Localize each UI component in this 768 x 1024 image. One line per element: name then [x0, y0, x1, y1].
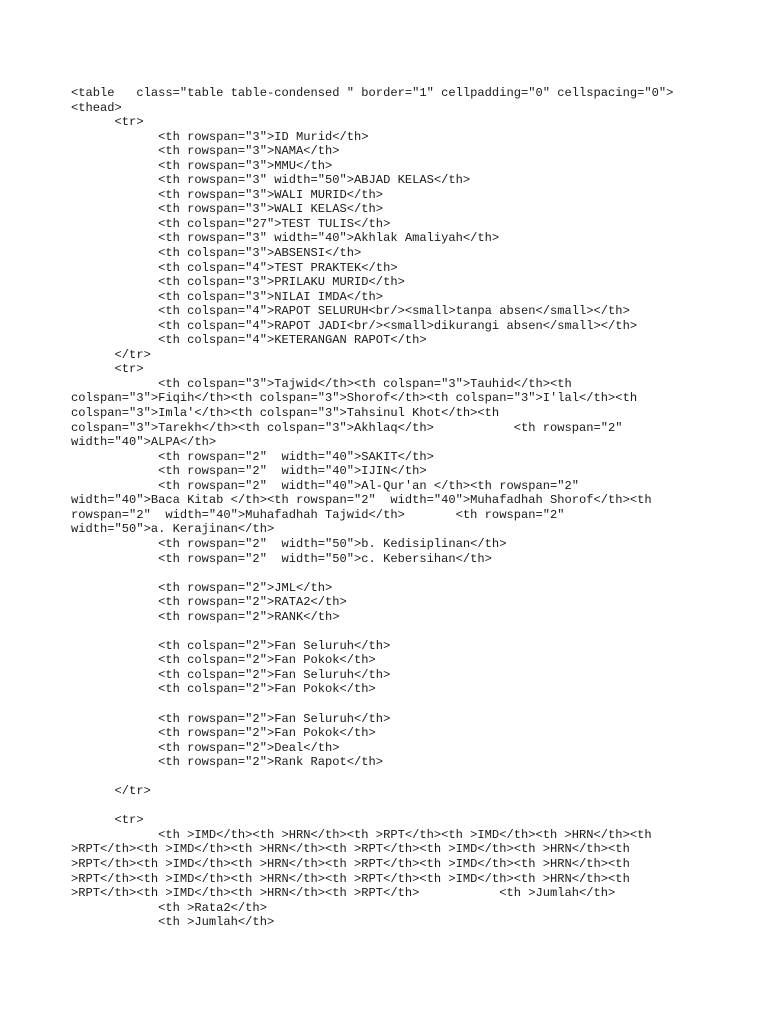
- code-line: >RPT</th><th >IMD</th><th >HRN</th><th >RPT</th><th >IMD</th><th >HRN</th><th: [71, 842, 630, 857]
- code-line: <th colspan="3">PRILAKU MURID</th>: [71, 275, 405, 290]
- code-line: >RPT</th><th >IMD</th><th >HRN</th><th >RPT</th><th >IMD</th><th >HRN</th><th: [71, 856, 630, 871]
- code-line: <th rowspan="2">RANK</th>: [71, 609, 340, 624]
- code-line: <th rowspan="3">WALI KELAS</th>: [71, 202, 384, 217]
- code-line: <tr>: [71, 362, 144, 377]
- code-line: width="50">a. Kerajinan</th>: [71, 522, 275, 537]
- code-line: colspan="3">Tarekh</th><th colspan="3">Akhlaq</th> <th rowspan="2": [71, 420, 623, 435]
- code-line: <th rowspan="2">JML</th>: [71, 580, 333, 595]
- code-line: <th colspan="3">ABSENSI</th>: [71, 246, 362, 261]
- code-line: <tr>: [71, 813, 144, 828]
- code-line: </tr>: [71, 784, 151, 799]
- code-line: rowspan="2" width="40">Muhafadhah Tajwid</th> <th rowspan="2": [71, 507, 565, 522]
- code-line: width="40">Baca Kitab </th><th rowspan="2" width="40">Muhafadhah Shorof</th><th: [71, 493, 652, 508]
- code-line: [71, 697, 673, 712]
- code-line: <th colspan="4">TEST PRAKTEK</th>: [71, 260, 398, 275]
- code-line: <th rowspan="3">NAMA</th>: [71, 144, 340, 159]
- code-line: <th colspan="2">Fan Seluruh</th>: [71, 667, 391, 682]
- code-line: [71, 770, 673, 785]
- code-line: <th rowspan="3">ID Murid</th>: [71, 129, 369, 144]
- code-line: <th rowspan="3">WALI MURID</th>: [71, 187, 384, 202]
- code-line: <th colspan="3">Tajwid</th><th colspan="3">Tauhid</th><th: [71, 376, 572, 391]
- code-line: <th rowspan="2">RATA2</th>: [71, 595, 347, 610]
- code-line: <th rowspan="2" width="40">Al-Qur'an </th><th rowspan="2": [71, 478, 580, 493]
- code-line: <th rowspan="2" width="40">SAKIT</th>: [71, 449, 434, 464]
- code-line: [71, 624, 673, 639]
- code-line: <th >IMD</th><th >HRN</th><th >RPT</th><th >IMD</th><th >HRN</th><th: [71, 827, 652, 842]
- code-line: <th colspan="4">RAPOT SELURUH<br/><small>tanpa absen</small></th>: [71, 304, 630, 319]
- code-line: <th rowspan="2" width="50">b. Kedisiplinan</th>: [71, 536, 507, 551]
- code-line: <table class="table table-condensed " border="1" cellpadding="0" cellspacing="0">: [71, 86, 674, 100]
- code-line: <th colspan="2">Fan Seluruh</th>: [71, 638, 391, 653]
- code-line: <th rowspan="2">Deal</th>: [71, 740, 340, 755]
- code-line: <th rowspan="2">Fan Pokok</th>: [71, 726, 376, 741]
- code-line: <th rowspan="2">Fan Seluruh</th>: [71, 711, 391, 726]
- code-line: <th colspan="27">TEST TULIS</th>: [71, 216, 391, 231]
- code-line: <thead>: [71, 100, 122, 115]
- code-line: <th rowspan="3" width="50">ABJAD KELAS</th>: [71, 173, 471, 188]
- code-line: colspan="3">Imla'</th><th colspan="3">Tahsinul Khot</th><th: [71, 406, 500, 421]
- code-line: <th rowspan="3" width="40">Akhlak Amaliyah</th>: [71, 231, 500, 246]
- code-line: [71, 799, 673, 814]
- code-line: [71, 566, 673, 581]
- code-line: <th rowspan="2">Rank Rapot</th>: [71, 755, 384, 770]
- code-line: <th colspan="4">KETERANGAN RAPOT</th>: [71, 333, 427, 348]
- code-line: <th colspan="3">NILAI IMDA</th>: [71, 289, 384, 304]
- code-line: <th rowspan="2" width="50">c. Kebersihan</th>: [71, 551, 492, 566]
- code-line: <th rowspan="2" width="40">IJIN</th>: [71, 464, 427, 479]
- code-line: <tr>: [71, 115, 144, 130]
- code-line: colspan="3">Fiqih</th><th colspan="3">Shorof</th><th colspan="3">I'lal</th><th: [71, 391, 638, 406]
- code-line: <th colspan="4">RAPOT JADI<br/><small>dikurangi absen</small></th>: [71, 318, 638, 333]
- code-line: >RPT</th><th >IMD</th><th >HRN</th><th >RPT</th> <th >Jumlah</th>: [71, 886, 616, 901]
- code-line: <th rowspan="3">MMU</th>: [71, 158, 333, 173]
- code-line: <th colspan="2">Fan Pokok</th>: [71, 682, 376, 697]
- code-line: >RPT</th><th >IMD</th><th >HRN</th><th >RPT</th><th >IMD</th><th >HRN</th><th: [71, 871, 630, 886]
- html-source-listing: [71, 86, 673, 930]
- code-line: <th >Rata2</th>: [71, 900, 267, 915]
- code-line: </tr>: [71, 347, 151, 362]
- code-line: <th >Jumlah</th>: [71, 915, 275, 930]
- code-line: width="40">ALPA</th>: [71, 435, 217, 450]
- code-line: <th colspan="2">Fan Pokok</th>: [71, 653, 376, 668]
